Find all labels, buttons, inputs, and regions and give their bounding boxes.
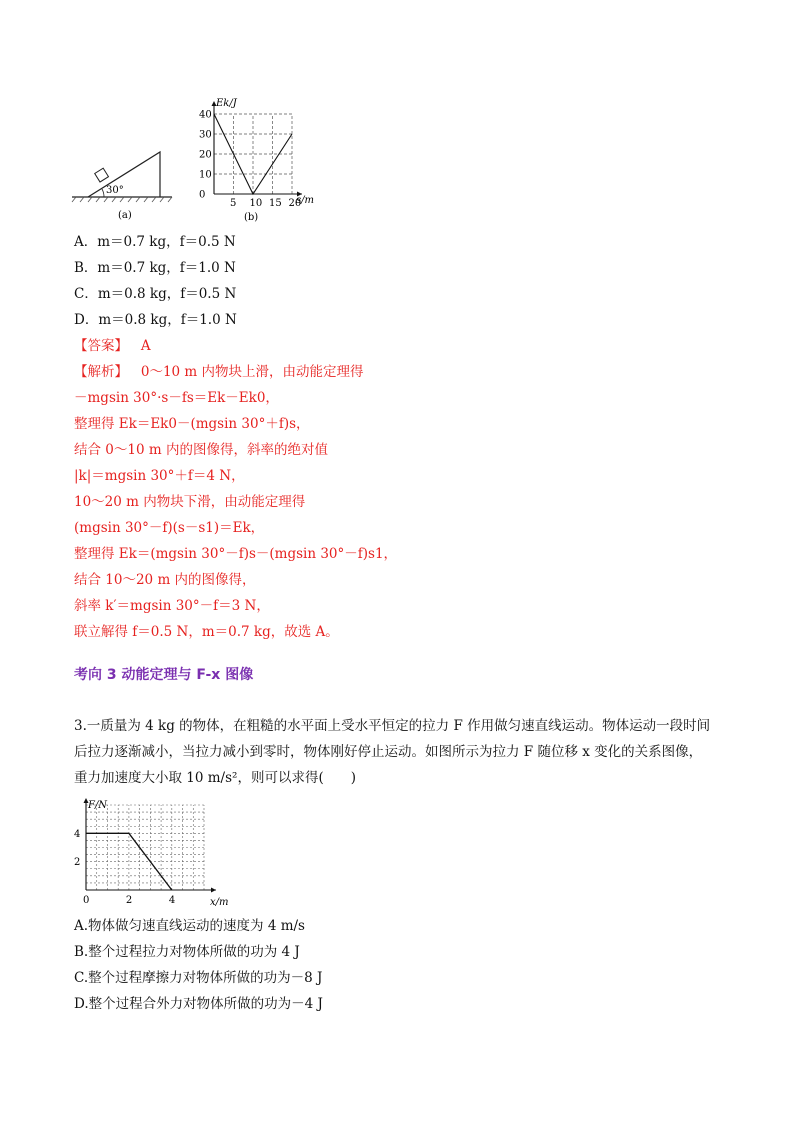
analysis-line-7: 整理得 Ek＝(mgsin 30°－f)s－(mgsin 30°－f)s1， <box>74 546 398 562</box>
figure-c-y-label: F/N <box>88 800 108 811</box>
analysis-line-3: 结合 0～10 m 内的图像得，斜率的绝对值 <box>74 442 328 458</box>
analysis-line-9: 斜率 k′＝mgsin 30°－f＝3 N， <box>74 598 270 614</box>
x-tick-label: 4 <box>168 895 176 906</box>
x-tick-label: 10 <box>249 198 263 209</box>
y-tick-label: 2 <box>74 857 81 869</box>
analysis-first: 0～10 m 内物块上滑，由动能定理得 <box>140 364 364 380</box>
analysis-line-6: (mgsin 30°－f)(s－s1)＝Ek， <box>74 520 265 536</box>
y-tick-label: 40 <box>199 109 212 121</box>
x-tick-label: 0 <box>83 895 90 906</box>
y-tick-label: 4 <box>74 828 81 840</box>
x-tick-label: 15 <box>269 198 282 209</box>
figure-a-label: (a) <box>118 210 132 221</box>
q3-line-2: 后拉力逐渐减小，当拉力减小到零时，物体刚好停止运动。如图所示为拉力 F 随位移 x 变化的关系图像， <box>74 744 703 760</box>
answer-line <box>74 337 151 355</box>
figure-b-y-label: Ek/J <box>216 98 237 109</box>
x-tick-label: 20 <box>288 198 302 209</box>
section-title: 考向 3 动能定理与 F-x 图像 <box>74 667 254 683</box>
figure-b-label: (b) <box>244 212 259 223</box>
y-tick-label: 10 <box>199 169 212 181</box>
y-tick-label: 20 <box>199 149 212 161</box>
figure-b-chart <box>196 92 326 228</box>
q2-option-d: D．m＝0.8 kg，f＝1.0 N <box>74 312 237 328</box>
analysis-line-1: －mgsin 30°·s－fs＝Ek－Ek0， <box>74 390 279 406</box>
y-tick-label: 30 <box>199 129 212 141</box>
q2-option-c: C．m＝0.8 kg，f＝0.5 N <box>74 286 237 302</box>
figure-c-chart <box>70 795 230 910</box>
figure-a-incline <box>70 140 180 225</box>
analysis-line-8: 结合 10～20 m 内的图像得， <box>74 572 256 588</box>
analysis-line-2: 整理得 Ek＝Ek0－(mgsin 30°＋f)s， <box>74 416 310 432</box>
answer-label: 【答案】 <box>74 338 128 354</box>
analysis-label: 【解析】 <box>74 364 128 380</box>
x-tick-label: 5 <box>230 198 237 209</box>
q3-line-3: 重力加速度大小取 10 m/s²，则可以求得( ) <box>74 770 356 786</box>
analysis-line-0 <box>74 363 364 381</box>
q2-option-b: B．m＝0.7 kg，f＝1.0 N <box>74 260 236 276</box>
figure-b-x-label: s/m <box>296 195 314 206</box>
q3-option-d: D.整个过程合外力对物体所做的功为－4 J <box>74 996 323 1012</box>
q3-option-a: A.物体做匀速直线运动的速度为 4 m/s <box>74 918 305 934</box>
q3-option-c: C.整个过程摩擦力对物体所做的功为－8 J <box>74 970 323 986</box>
x-tick-label: 2 <box>125 895 133 906</box>
angle-label: 30° <box>106 185 124 196</box>
q2-option-a: A．m＝0.7 kg，f＝0.5 N <box>74 234 236 250</box>
analysis-line-10: 联立解得 f＝0.5 N，m＝0.7 kg，故选 A。 <box>74 624 339 640</box>
q3-option-b: B.整个过程拉力对物体所做的功为 4 J <box>74 944 300 960</box>
q3-line-1: 3.一质量为 4 kg 的物体，在粗糙的水平面上受水平恒定的拉力 F 作用做匀速直线运动。物体运动一段时间 <box>74 718 711 734</box>
y-tick-label: 0 <box>199 189 206 201</box>
analysis-line-5: 10～20 m 内物块下滑，由动能定理得 <box>74 494 306 510</box>
analysis-line-4: |k|＝mgsin 30°＋f＝4 N， <box>74 468 245 484</box>
x-axis-arrow <box>211 888 216 893</box>
answer-value: A <box>140 338 151 354</box>
figure-c-x-label: x/m <box>210 897 229 908</box>
